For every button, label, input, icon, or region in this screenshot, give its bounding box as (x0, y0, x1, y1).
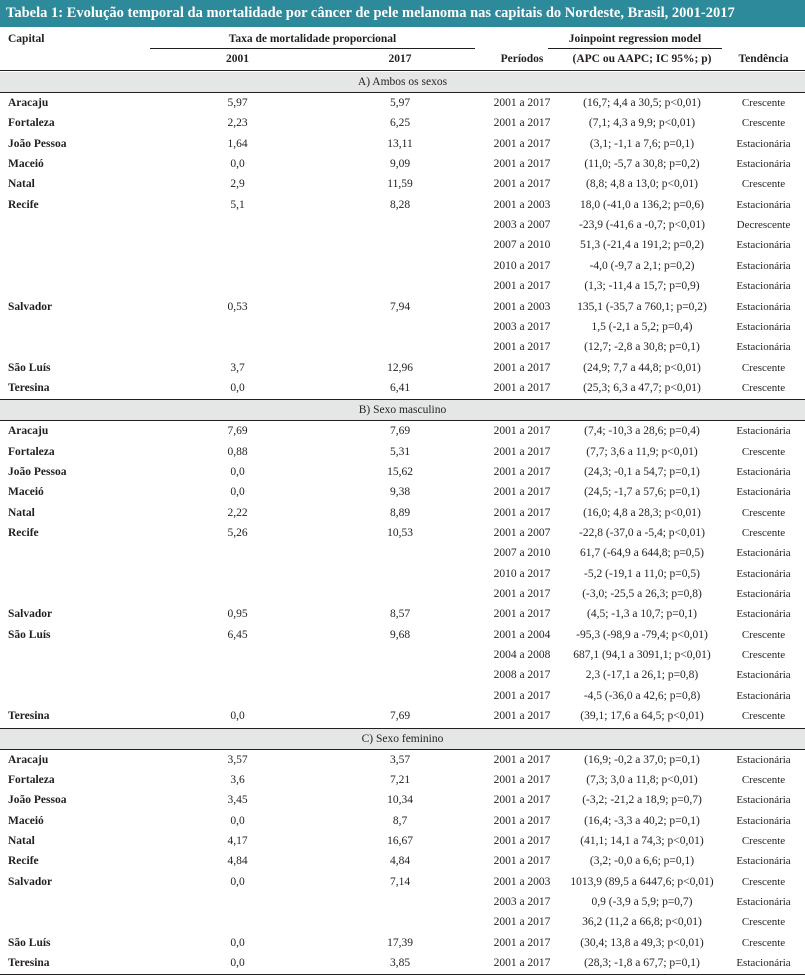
header-bottom-rule (0, 70, 805, 71)
capital-cell: Salvador (8, 300, 53, 313)
trend-cell: Estacionária (736, 814, 791, 827)
rate-2001-cell: 0,0 (230, 465, 245, 478)
trend-cell: Crescente (741, 506, 786, 519)
period-cell: 2001 a 2017 (493, 381, 551, 394)
trend-cell: Estacionária (736, 567, 791, 580)
rate-2001-cell: 3,7 (230, 361, 245, 374)
rate-2017-cell: 4,84 (389, 855, 411, 868)
apc-cell: 1,5 (-2,1 a 5,2; p=0,4) (591, 320, 693, 333)
capital-cell: Natal (8, 834, 35, 847)
period-cell: 2001 a 2017 (493, 916, 551, 929)
table-row (0, 113, 805, 133)
rate-2017-cell: 3,57 (389, 753, 411, 766)
table-row (0, 134, 805, 154)
rate-2017-cell: 12,96 (387, 361, 413, 374)
trend-cell: Crescente (741, 773, 786, 786)
period-cell: 2001 a 2003 (493, 198, 551, 211)
trend-cell: Estacionária (736, 280, 791, 293)
table-row (0, 686, 805, 706)
rate-2001-cell: 0,0 (230, 381, 245, 394)
capital-cell: João Pessoa (8, 465, 67, 478)
trend-cell: Crescente (741, 381, 786, 394)
trend-cell: Crescente (741, 527, 786, 539)
trend-cell: Crescente (741, 97, 786, 109)
rate-2017-cell: 7,14 (389, 875, 411, 888)
table-row (0, 790, 805, 810)
trend-cell: Crescente (741, 445, 786, 458)
period-cell: 2001 a 2017 (493, 97, 551, 109)
trend-cell: Crescente (741, 710, 786, 723)
trend-cell: Estacionária (736, 300, 791, 313)
apc-cell: -95,3 (-98,9 a -79,4; p<0,01) (576, 628, 708, 641)
table-row (0, 953, 805, 973)
trend-cell: Estacionária (736, 547, 791, 560)
capital-cell: Maceió (8, 486, 44, 499)
trend-cell: Estacionária (736, 794, 791, 807)
table-row (0, 564, 805, 584)
table-row (0, 317, 805, 337)
rate-2001-cell: 5,97 (227, 97, 248, 109)
table-row (0, 358, 805, 378)
trend-cell: Decrescente (736, 219, 791, 232)
capital-cell: Maceió (8, 814, 44, 827)
table-row (0, 770, 805, 790)
trend-cell: Estacionária (736, 855, 791, 868)
apc-cell: 2,3 (-17,1 a 26,1; p=0,8) (585, 669, 699, 682)
rate-2001-cell: 0,88 (227, 445, 248, 458)
period-cell: 2001 a 2017 (493, 506, 551, 519)
apc-cell: (1,3; -11,4 a 15,7; p=0,9) (584, 280, 700, 293)
capital-cell: Aracaju (8, 425, 49, 438)
capital-cell: Teresina (8, 381, 50, 394)
rate-2017-cell: 6,41 (389, 381, 411, 394)
trend-cell: Crescente (741, 916, 786, 929)
header-tendencia: Tendência (738, 53, 789, 65)
apc-cell: (16,7; 4,4 a 30,5; p<0,01) (583, 97, 701, 109)
rate-2017-cell: 8,57 (389, 608, 411, 621)
period-cell: 2004 a 2008 (493, 649, 551, 662)
rate-2001-cell: 3,6 (230, 773, 245, 786)
rate-2017-cell: 17,39 (387, 936, 413, 949)
period-cell: 2001 a 2017 (493, 936, 551, 949)
rate-2001-cell: 3,45 (227, 794, 248, 807)
table-row (0, 378, 805, 398)
apc-cell: (7,4; -10,3 a 28,6; p=0,4) (584, 425, 700, 438)
header-taxa: Taxa de mortalidade proporcional (228, 33, 397, 45)
apc-cell: (7,1; 4,3 a 9,9; p<0,01) (588, 117, 696, 130)
table-row (0, 421, 805, 441)
capital-cell: Maceió (8, 158, 44, 171)
trend-cell: Estacionária (736, 341, 791, 354)
rate-2017-cell: 5,97 (389, 97, 411, 109)
rate-2017-cell: 9,68 (389, 628, 411, 641)
period-cell: 2001 a 2017 (493, 814, 551, 827)
capital-cell: Recife (8, 527, 39, 539)
apc-cell: (16,9; -0,2 a 37,0; p=0,1) (584, 753, 700, 766)
table-row (0, 584, 805, 604)
rate-2017-cell: 7,94 (389, 300, 411, 313)
trend-cell: Estacionária (736, 957, 791, 969)
apc-cell: 0,9 (-3,9 a 5,9; p=0,7) (591, 895, 693, 908)
rate-2017-cell: 16,67 (387, 834, 413, 847)
apc-cell: (12,7; -2,8 a 30,8; p=0,1) (584, 341, 700, 354)
rate-2001-cell: 2,22 (227, 506, 248, 519)
apc-cell: (11,0; -5,7 a 30,8; p=0,2) (584, 158, 700, 171)
period-cell: 2003 a 2017 (493, 895, 551, 908)
table-row (0, 174, 805, 194)
period-cell: 2001 a 2017 (493, 957, 551, 969)
header-apc: (APC ou AAPC; IC 95%; p) (572, 53, 712, 65)
capital-cell: João Pessoa (8, 137, 67, 150)
apc-cell: (-3,0; -25,5 a 26,3; p=0,8) (582, 588, 702, 601)
section-title: B) Sexo masculino (358, 404, 447, 417)
apc-cell: (24,9; 7,7 a 44,8; p<0,01) (583, 361, 701, 374)
rate-2001-cell: 2,9 (230, 178, 245, 191)
capital-cell: Fortaleza (8, 117, 55, 130)
rate-2017-cell: 9,38 (389, 486, 411, 499)
period-cell: 2010 a 2017 (493, 567, 551, 580)
trend-cell: Crescente (741, 649, 786, 662)
rate-2001-cell: 7,69 (227, 425, 248, 438)
rate-2001-cell: 6,45 (227, 628, 248, 641)
rate-2017-cell: 9,09 (389, 158, 411, 171)
apc-cell: 61,7 (-64,9 a 644,8; p=0,5) (579, 547, 705, 560)
trend-cell: Estacionária (736, 239, 791, 252)
apc-cell: 135,1 (-35,7 a 760,1; p=0,2) (577, 300, 707, 313)
capital-cell: Teresina (8, 957, 50, 969)
table-row (0, 154, 805, 174)
apc-cell: (41,1; 14,1 a 74,3; p<0,01) (580, 834, 704, 847)
period-cell: 2001 a 2017 (493, 465, 551, 478)
capital-cell: Natal (8, 506, 35, 519)
trend-cell: Estacionária (736, 137, 791, 150)
rate-2017-cell: 10,34 (387, 794, 413, 807)
header-periodos: Períodos (500, 53, 544, 65)
table-row (0, 831, 805, 851)
table-row (0, 851, 805, 871)
rate-2017-cell: 7,69 (389, 710, 411, 723)
period-cell: 2001 a 2017 (493, 117, 551, 130)
period-cell: 2001 a 2017 (493, 588, 551, 601)
header-2001: 2001 (226, 53, 249, 65)
trend-cell: Estacionária (736, 608, 791, 621)
table-title: Tabela 1: Evolução temporal da mortalidade por câncer de pele melanoma nas capitais do Nordeste, Brasil, 2001-2017 (0, 0, 805, 27)
table-row (0, 276, 805, 296)
period-cell: 2001 a 2017 (493, 608, 551, 621)
apc-cell: -4,5 (-36,0 a 42,6; p=0,8) (583, 689, 701, 702)
table-row (0, 933, 805, 953)
rate-2001-cell: 4,84 (227, 855, 248, 868)
apc-cell: -4,0 (-9,7 a 2,1; p=0,2) (589, 259, 695, 272)
period-cell: 2001 a 2017 (493, 773, 551, 786)
period-cell: 2001 a 2017 (493, 834, 551, 847)
capital-cell: Salvador (8, 608, 53, 621)
trend-cell: Crescente (741, 936, 786, 949)
apc-cell: (28,3; -1,8 a 67,7; p=0,1) (584, 957, 700, 969)
period-cell: 2001 a 2017 (493, 445, 551, 458)
apc-cell: 36,2 (11,2 a 66,8; p<0,01) (582, 916, 702, 929)
table-row (0, 462, 805, 482)
rate-2017-cell: 8,89 (389, 506, 411, 519)
trend-cell: Estacionária (736, 588, 791, 601)
rate-2001-cell: 0,0 (230, 936, 245, 949)
apc-cell: -5,2 (-19,1 a 11,0; p=0,5) (584, 567, 700, 580)
trend-cell: Estacionária (736, 198, 791, 211)
capital-cell: São Luís (8, 628, 51, 641)
capital-cell: Fortaleza (8, 445, 55, 458)
trend-cell: Estacionária (736, 158, 791, 171)
apc-cell: (16,0; 4,8 a 28,3; p<0,01) (583, 506, 701, 519)
rate-2017-cell: 11,59 (387, 178, 413, 191)
table-row (0, 665, 805, 685)
trend-cell: Crescente (741, 361, 786, 374)
table-row (0, 645, 805, 665)
capital-cell: Recife (8, 198, 39, 211)
trend-cell: Estacionária (736, 689, 791, 702)
rate-2017-cell: 6,25 (389, 117, 411, 130)
apc-cell: 687,1 (94,1 a 3091,1; p<0,01) (573, 649, 711, 662)
table-row (0, 297, 805, 317)
period-cell: 2001 a 2017 (493, 341, 551, 354)
apc-cell: (39,1; 17,6 a 64,5; p<0,01) (580, 710, 704, 723)
period-cell: 2001 a 2007 (493, 527, 551, 539)
trend-cell: Estacionária (736, 669, 791, 682)
rate-2001-cell: 0,0 (230, 710, 245, 723)
header-joinpoint: Joinpoint regression model (568, 33, 702, 45)
capital-cell: Aracaju (8, 753, 49, 766)
apc-cell: (7,3; 3,0 a 11,8; p<0,01) (586, 773, 698, 786)
trend-cell: Crescente (741, 628, 786, 641)
period-cell: 2001 a 2003 (493, 300, 551, 313)
period-cell: 2001 a 2017 (493, 753, 551, 766)
table-row (0, 337, 805, 357)
rate-2017-cell: 5,31 (389, 445, 411, 458)
capital-cell: São Luís (8, 361, 51, 374)
apc-cell: (3,2; -0,0 a 6,6; p=0,1) (589, 855, 695, 868)
rate-2017-cell: 8,28 (389, 198, 411, 211)
period-cell: 2007 a 2010 (493, 547, 551, 560)
table-row (0, 235, 805, 255)
rate-2001-cell: 0,0 (230, 875, 245, 888)
rate-2017-cell: 7,21 (389, 773, 411, 786)
apc-cell: -23,9 (-41,6 a -0,7; p<0,01) (579, 219, 705, 232)
period-cell: 2001 a 2017 (493, 425, 551, 438)
table-row (0, 604, 805, 624)
rate-2017-cell: 13,11 (387, 137, 413, 150)
period-cell: 2001 a 2017 (493, 158, 551, 171)
header-row-1 (0, 29, 805, 49)
trend-cell: Crescente (741, 875, 786, 888)
table-row (0, 93, 805, 113)
period-cell: 2001 a 2017 (493, 137, 551, 150)
capital-cell: Teresina (8, 710, 50, 723)
period-cell: 2007 a 2010 (493, 239, 551, 252)
table-row (0, 195, 805, 215)
trend-cell: Estacionária (736, 895, 791, 908)
trend-cell: Estacionária (736, 465, 791, 478)
period-cell: 2001 a 2017 (493, 794, 551, 807)
trend-cell: Crescente (741, 117, 786, 130)
table-row (0, 215, 805, 235)
rate-2001-cell: 0,0 (230, 957, 245, 969)
capital-cell: João Pessoa (8, 794, 67, 807)
capital-cell: Aracaju (8, 97, 49, 109)
apc-cell: -22,8 (-37,0 a -5,4; p<0,01) (579, 527, 705, 539)
capital-cell: Natal (8, 178, 35, 191)
table-row (0, 543, 805, 563)
apc-cell: (25,3; 6,3 a 47,7; p<0,01) (583, 381, 701, 394)
period-cell: 2001 a 2017 (493, 280, 551, 293)
rate-2001-cell: 0,95 (227, 608, 248, 621)
table-row (0, 750, 805, 770)
apc-cell: (8,8; 4,8 a 13,0; p<0,01) (586, 178, 698, 191)
trend-cell: Crescente (741, 834, 786, 847)
rate-2001-cell: 1,64 (227, 137, 248, 150)
trend-cell: Estacionária (736, 320, 791, 333)
period-cell: 2001 a 2017 (493, 486, 551, 499)
apc-cell: (3,1; -1,1 a 7,6; p=0,1) (589, 137, 695, 150)
period-cell: 2001 a 2017 (493, 689, 551, 702)
capital-cell: São Luís (8, 936, 51, 949)
apc-cell: 51,3 (-21,4 a 191,2; p=0,2) (579, 239, 705, 252)
period-cell: 2003 a 2017 (493, 320, 551, 333)
table-row (0, 482, 805, 502)
apc-cell: (4,5; -1,3 a 10,7; p=0,1) (587, 608, 697, 621)
rate-2017-cell: 3,85 (389, 957, 411, 969)
rate-2001-cell: 5,26 (227, 527, 248, 539)
rate-2017-cell: 7,69 (389, 425, 411, 438)
apc-cell: (24,5; -1,7 a 57,6; p=0,1) (584, 486, 700, 499)
apc-cell: 18,0 (-41,0 a 136,2; p=0,6) (579, 198, 705, 211)
table-row (0, 811, 805, 831)
apc-cell: (16,4; -3,3 a 40,2; p=0,1) (584, 814, 700, 827)
period-cell: 2001 a 2017 (493, 855, 551, 868)
table-row (0, 892, 805, 912)
capital-cell: Salvador (8, 875, 53, 888)
rate-2001-cell: 0,0 (230, 814, 245, 827)
trend-cell: Estacionária (736, 753, 791, 766)
period-cell: 2001 a 2017 (493, 710, 551, 723)
apc-cell: (-3,2; -21,2 a 18,9; p=0,7) (582, 794, 702, 807)
period-cell: 2001 a 2017 (493, 361, 551, 374)
header-capital: Capital (8, 33, 45, 45)
capital-cell: Fortaleza (8, 773, 55, 786)
period-cell: 2003 a 2007 (493, 219, 551, 232)
period-cell: 2008 a 2017 (493, 669, 551, 682)
rate-2001-cell: 4,17 (227, 834, 248, 847)
rate-2017-cell: 10,53 (387, 527, 413, 539)
table-row (0, 503, 805, 523)
trend-cell: Estacionária (736, 425, 791, 438)
rate-2001-cell: 3,57 (227, 753, 248, 766)
table-row (0, 706, 805, 726)
trend-cell: Crescente (741, 178, 786, 191)
rate-2001-cell: 2,23 (227, 117, 248, 130)
rate-2001-cell: 0,0 (230, 158, 245, 171)
period-cell: 2001 a 2004 (493, 628, 551, 641)
trend-cell: Estacionária (736, 486, 791, 499)
header-row-2 (0, 49, 805, 69)
table-row (0, 442, 805, 462)
table-row (0, 625, 805, 645)
table-row (0, 256, 805, 276)
apc-cell: (30,4; 13,8 a 49,3; p<0,01) (580, 936, 704, 949)
header-2017: 2017 (388, 53, 412, 65)
table-row (0, 523, 805, 543)
period-cell: 2001 a 2003 (493, 875, 551, 888)
table-row (0, 912, 805, 932)
apc-cell: (7,7; 3,6 a 11,9; p<0,01) (586, 445, 698, 458)
apc-cell: (24,3; -0,1 a 54,7; p=0,1) (584, 465, 700, 478)
rate-2001-cell: 0,53 (227, 300, 248, 313)
table-row (0, 872, 805, 892)
rate-2001-cell: 0,0 (230, 486, 245, 499)
capital-cell: Recife (8, 855, 39, 868)
section-title: C) Sexo feminino (361, 732, 444, 745)
section-title: A) Ambos os sexos (357, 76, 448, 88)
trend-cell: Estacionária (736, 259, 791, 272)
period-cell: 2010 a 2017 (493, 259, 551, 272)
apc-cell: 1013,9 (89,5 a 6447,6; p<0,01) (570, 875, 714, 888)
rate-2017-cell: 8,7 (392, 814, 408, 827)
period-cell: 2001 a 2017 (493, 178, 551, 191)
rate-2001-cell: 5,1 (230, 198, 245, 211)
rate-2017-cell: 15,62 (387, 465, 413, 478)
